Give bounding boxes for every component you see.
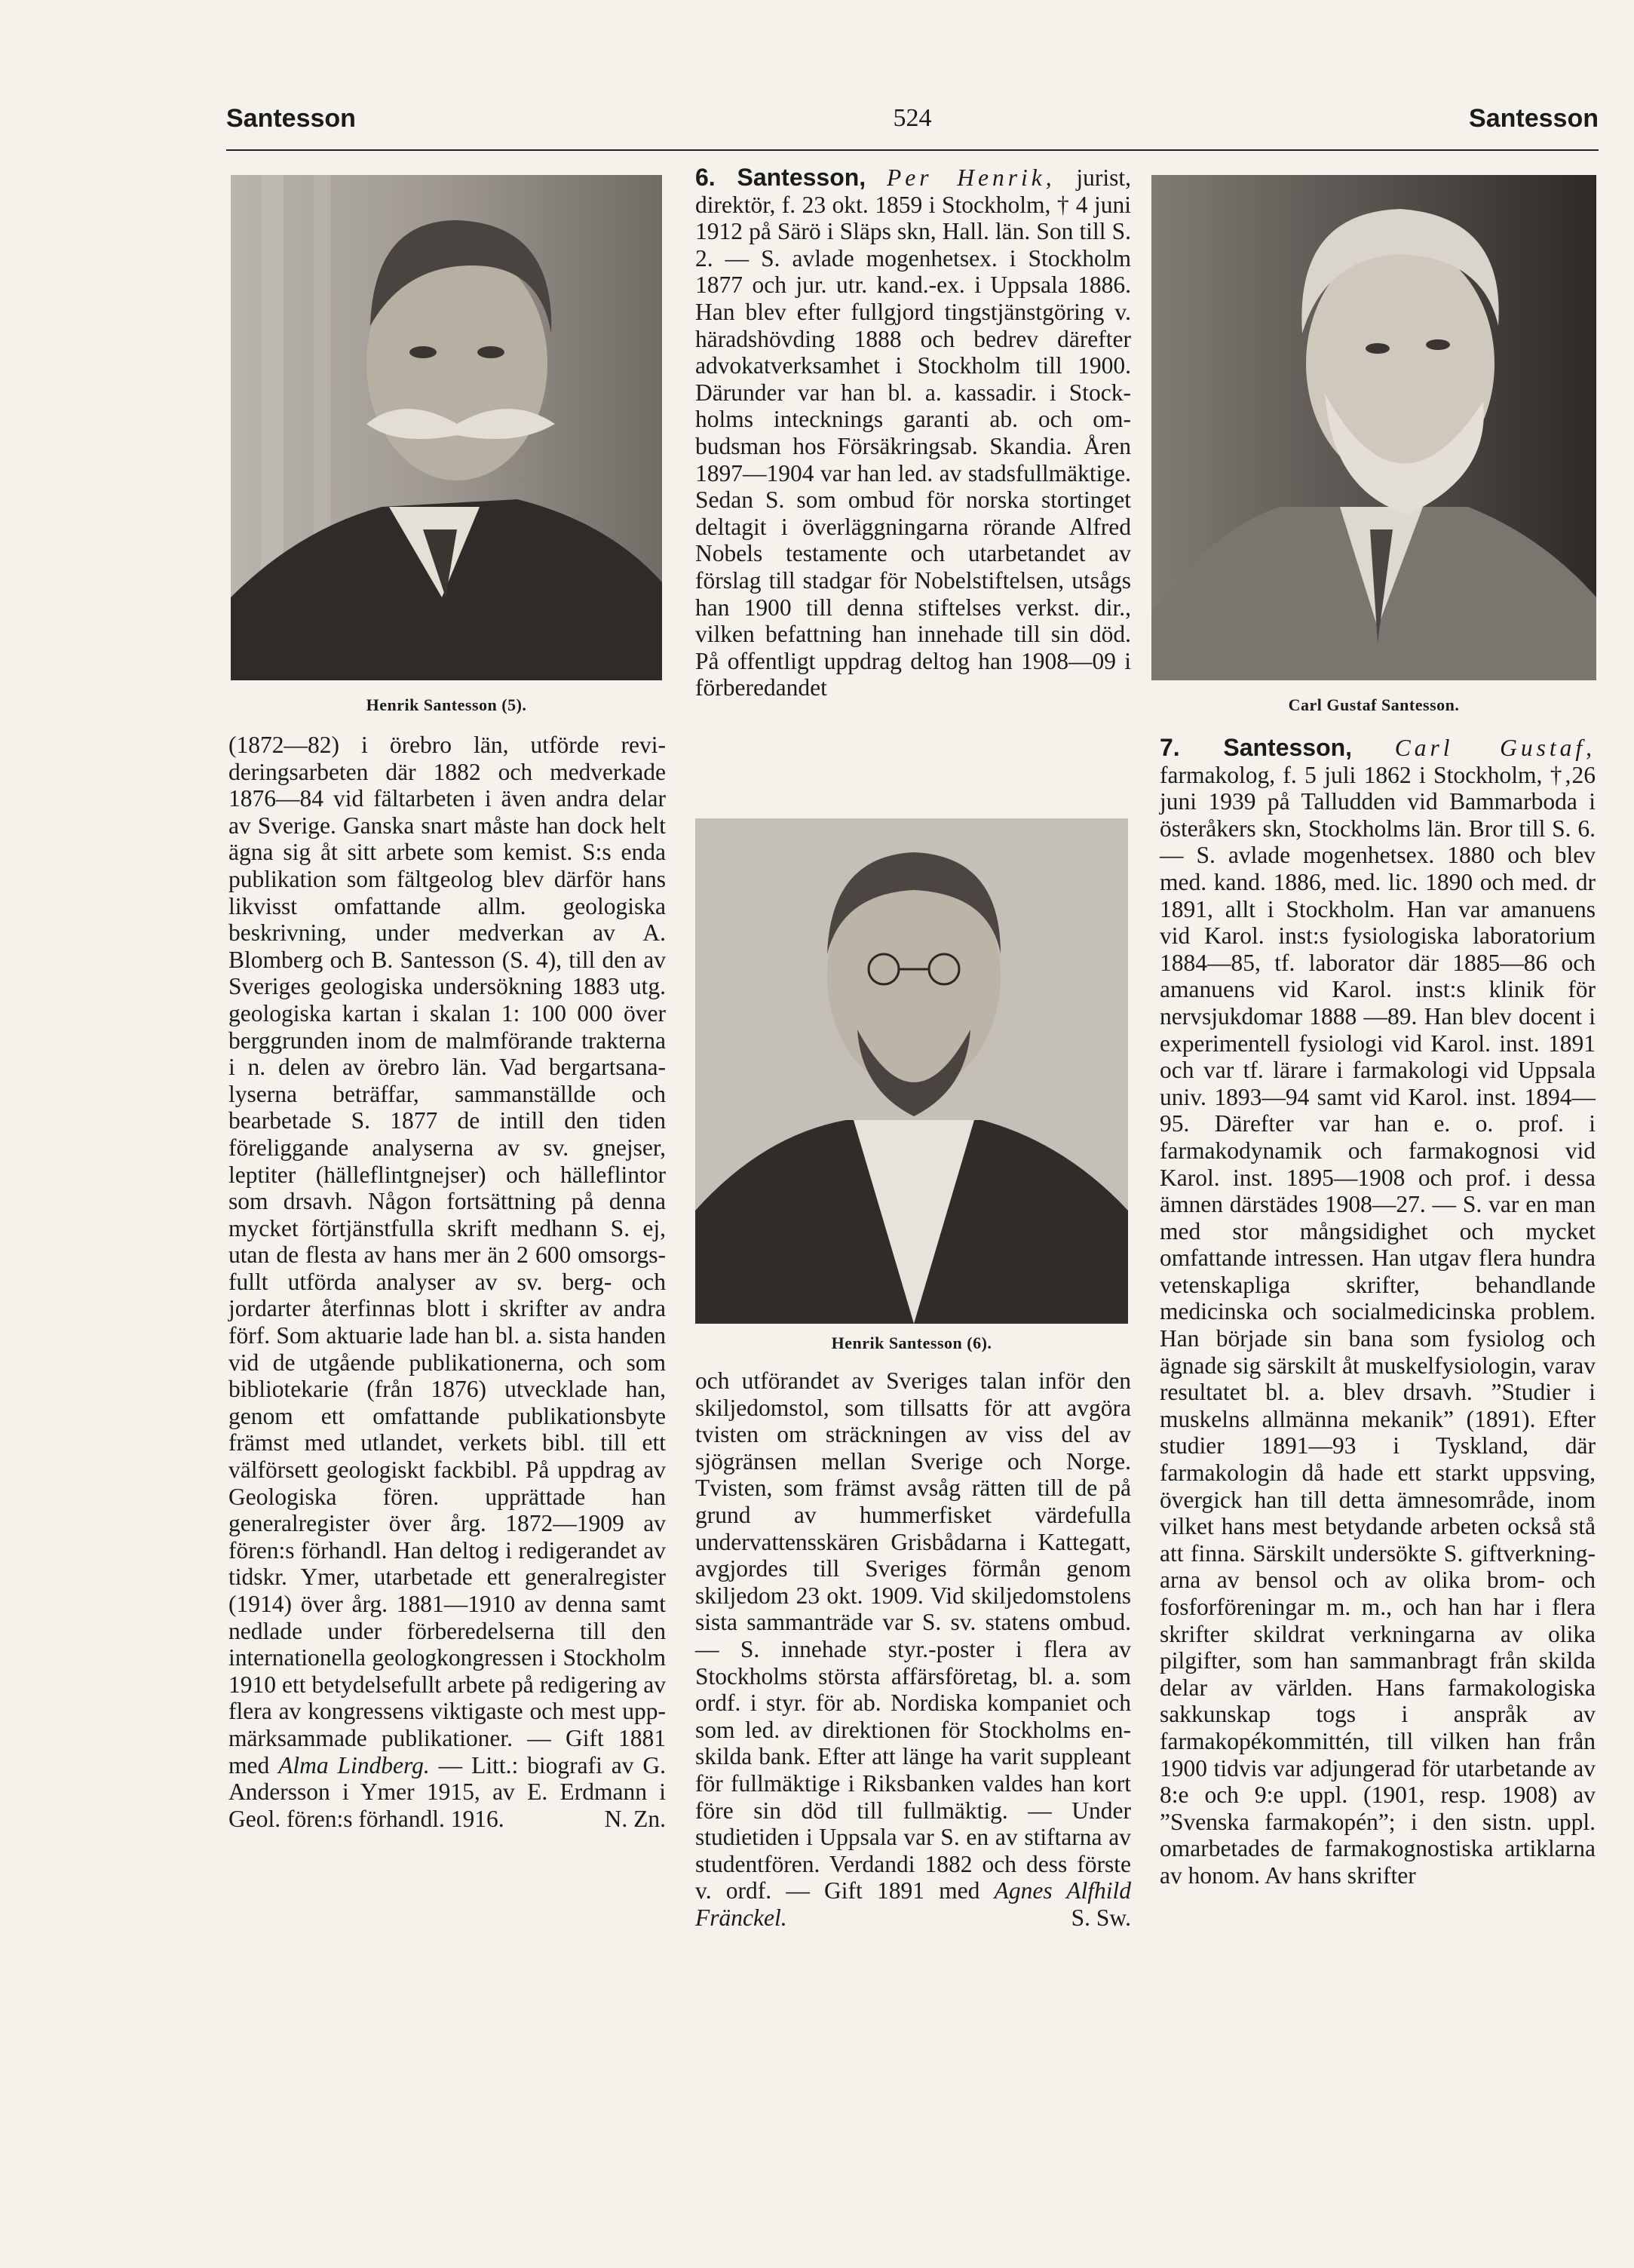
entry-6-continuation <box>695 1367 1131 1931</box>
entry-6-text <box>695 164 1131 701</box>
entry-7-heading: 7. Santesson, <box>1160 734 1353 761</box>
running-header <box>226 104 1599 151</box>
entry-6-wife: Agnes Alfhild Fränckel. <box>695 1877 1131 1931</box>
entry-7-body: farmakolog, f. 5 juli 1862 i Stockholm, †‚26 juni 1939 på Talludden vid Bammarboda i österåkers skn, Stockholms län. Bror till S. 6. — S. avlade mogenhetsex. 1880 och blev med. kand. 1886, med. lic. 1890 och med. dr 1891, allt i Stockholm. Han var amanuens vid Karol. inst:s fysiologiska laboratorium 1884—85, tf. laborator där 1885—86 och amanuens vid Karol. inst:s klinik för nervsjukdomar 1888 —89. Han blev docent i experimentell fysiologi vid Karol. inst. 1891 och var tf. lärare i farmakologi vid Uppsala univ. 1893—94 samt vid Karol. inst. 1894—95. Därefter var han e. o. prof. i farmakodynamik och farmakognosi vid Karol. inst. 1895—1908 och prof. i dessa ämnen därstädes 1908—27. — S. var en man med stor mångsidighet och mycket omfattande intressen. Han utgav flera hundra vetenskapliga skrifter, behandlande medicinska och socialmedicinska problem. Han började sin bana som fysiolog och ägnade sig särskilt åt muskelfysiologin, varav resultatet bl. a. blev drsavh. ”Studier i muskelns allmänna mekanik” (1891). Efter studier 1891—93 i Tyskland, där farmakologin då hade ett starkt uppsving, övergick han till detta ämnesområde, inom vilket hans mest betydande arbeten också stå att finna. Särskilt undersökte S. giftverkningarna av bensol och av olika brom- och fosforföreningar m. m., och han har i flera skrifter skildrat verkningarna av olika pilgifter, som han sammanbragt från skilda delar av världen. Hans farmakologiska sakkunskap togs i anspråk av farmakopékommittén, till vilken han från 1900 tidvis var adjungerad för utarbetande av 8:e och 9:e uppl. (1901, resp. 1908) av ”Svenska farmakopén”; i den sistn. uppl. omarbetades de farmakognostiska artiklarna av honom. Av hans skrifter <box>1160 761 1596 1889</box>
header-right-name: Santesson <box>1469 104 1599 133</box>
entry-6-signature: S. Sw. <box>1071 1904 1131 1931</box>
entry-6-heading: 6. Santesson, <box>695 164 866 191</box>
caption-henrik-santesson-6: Henrik Santesson (6). <box>831 1333 992 1352</box>
entry-6-body: jurist, direktör, f. 23 okt. 1859 i Stockholm, † 4 juni 1912 på Särö i Släps skn, Hall. län. Son till S. 2. — S. avlade mogenhetsex. i Stockholm 1877 och jur. utr. kand.-ex. i Uppsala 1886. Han blev efter fullgjord tingstjänstgöring v. häradshövding 1888 och bedrev därefter advokatverksamhet i Stockholm till 1900. Därunder var han bl. a. kassadir. i Stockholms intecknings garanti ab. och ombudsman hos Försäkringsab. Skandia. Åren 1897—1904 var han led. av stadsfullmäktige. Sedan S. som ombud för norska stortinget deltagit i överläggningarna rörande Alfred Nobels testamente och utarbetandet av förslag till stadgar för Nobelstiftelsen, utsågs han 1900 till denna stiftelses verkst. dir., vilken befattning han innehade till sin död. På offentligt uppdrag deltog han 1908—09 i förberedandet <box>695 164 1132 701</box>
portrait-henrik-santesson-5 <box>231 175 662 680</box>
caption-carl-gustaf-santesson: Carl Gustaf Santesson. <box>1288 695 1460 714</box>
entry-5-body-2: — Litt.: biografi av G. Andersson i Ymer 1915, av E. Erdmann i Geol. fören:s förhandl. 1916. <box>228 1751 666 1832</box>
entry-5-continuation <box>228 732 666 1832</box>
header-left-name: Santesson <box>226 104 356 133</box>
portrait-carl-gustaf-santesson <box>1151 175 1596 680</box>
column-1-text <box>228 732 666 1832</box>
entry-5-wife: Alma Lindberg. <box>278 1751 430 1778</box>
entry-5-signature: N. Zn. <box>604 1805 666 1832</box>
entry-7-given-name: Carl Gustaf, <box>1394 735 1596 761</box>
page-number: 524 <box>893 104 932 132</box>
entry-7-text <box>1160 735 1596 1889</box>
entry-6-given-name: Per Henrik, <box>886 164 1056 191</box>
caption-henrik-santesson-5: Henrik Santesson (5). <box>366 695 527 714</box>
entry-5-body: (1872—82) i örebro län, utförde revideringsarbeten där 1882 och medverkade 1876—84 vid fältarbeten i även andra delar av Sverige. Ganska snart måste han dock helt ägna sig åt sitt arbete som kemist. S:s enda publikation som fältgeolog blev därför hans likvisst omfattande allm. geologiska beskrivning, under medverkan av A. Blomberg och B. Santesson (S. 4), till den av Sveriges geologiska undersökning 1883 utg. geologiska kartan i skalan 1: 100 000 över berggrunden inom de malmförande trakterna i n. delen av örebro län. Vad bergartsanalyserna beträffar, sammanställde och bearbetade S. 1877 de intill den tiden föreliggande analyserna av sv. gnejser, leptiter (hälleflintgnejser) och hälleflintor som drsavh. Någon fortsättning på denna mycket förtjänstfulla skrift medhann S. ej, utan de flesta av hans mer än 2 600 omsorgsfullt utförda analyser av sv. berg- och jordarter återfinnas blott i skrifter av andra förf. Som aktuarie lade han bl. a. sista handen vid de utgående publikationerna, och som bibliotekarie (från 1876) utvecklade han, genom ett omfattande publikationsbyte främst med utlandet, verkets bibl. till ett välförsett geologiskt fackbibl. På uppdrag av Geologiska fören. upprättade han generalregister över årg. 1872—1909 av fören:s förhandl. Han deltog i redigerandet av tidskr. Ymer, utarbetade ett generalregister (1914) över årg. 1881—1910 av denna samt nedlade under förberedelserna till den internationella geologkongressen i Stockholm 1910 ett betydelsefullt arbete på redigering av flera av kongressens viktigaste och mest uppmärksammade publikationer. — Gift 1881 med <box>228 732 666 1778</box>
portrait-henrik-santesson-6 <box>695 818 1128 1324</box>
entry-6-body-2: och utförandet av Sveriges talan inför den skiljedomstol, som tillsatts för att avgöra tvisten om sträckningen av viss del av sjögränsen mellan Sverige och Norge. Tvisten, som främst avsåg rätten till de på grund av hummerfisket värdefulla undervattensskären Grisbådarna i Kattegatt, avgjordes till Sveriges förmån genom skiljedom 23 okt. 1909. Vid skiljedomstolens sista sammanträde var S. sv. statens ombud. — S. innehade styr.-poster i flera av Stockholms största affärsföretag, bl. a. som ordf. i styr. för ab. Nordiska kompaniet och som led. av direktionen för Stockholms enskilda bank. Efter att länge ha varit suppleant för fullmäktige i Riksbanken valdes han kort före sin död till fullmäktig. — Under studietiden i Uppsala var S. en av stiftarna av studentfören. Verdandi 1882 och dess förste v. ordf. — Gift 1891 med <box>695 1367 1131 1904</box>
